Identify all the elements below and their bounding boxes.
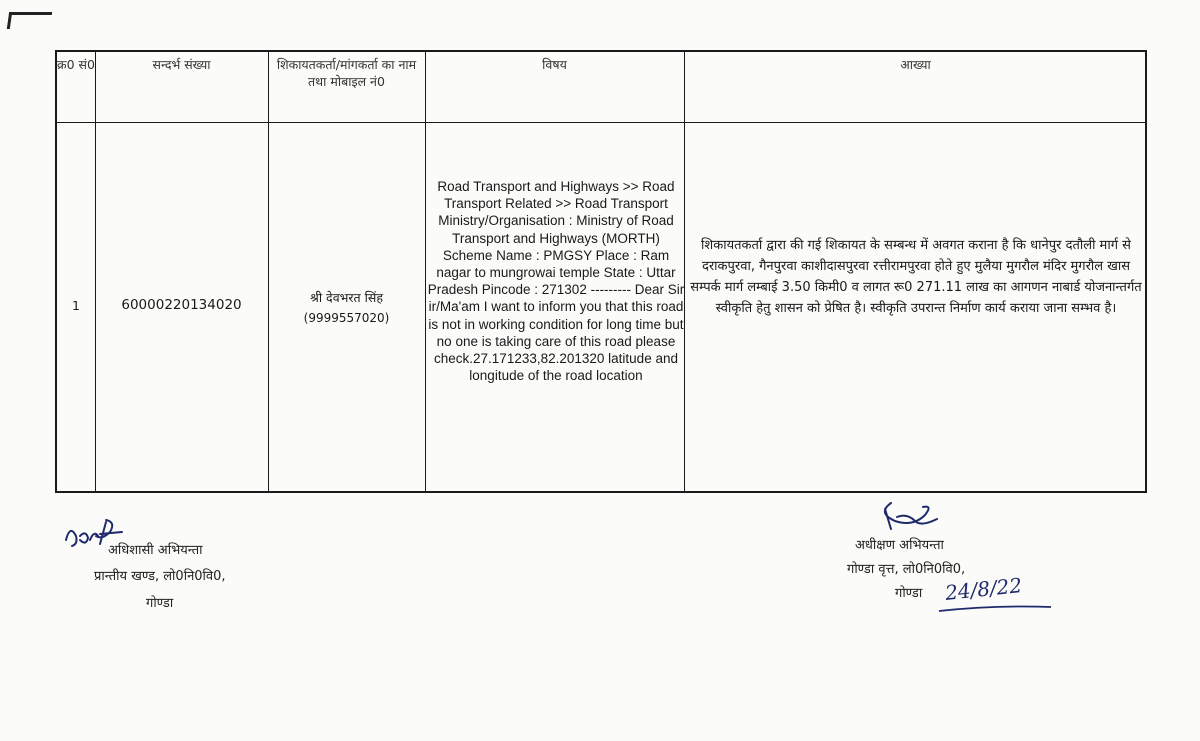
row-serial: 1: [72, 298, 80, 313]
signature-left-title: अधिशासी अभियन्ता: [108, 543, 203, 558]
date-underline: [935, 603, 1055, 615]
signature-left-office: प्रान्तीय खण्ड, लो0नि0वि0,: [94, 569, 226, 584]
column-divider: [268, 52, 269, 491]
header-remark: आख्या: [900, 57, 931, 72]
row-complainant-mobile: (9999557020): [303, 311, 390, 325]
handwritten-signature: [867, 495, 957, 535]
row-reference: 60000220134020: [121, 297, 242, 313]
signature-right-city: गोण्डा: [895, 586, 923, 601]
signature-left-city: गोण्डा: [146, 596, 174, 611]
header-reference: सन्दर्भ संख्या: [152, 57, 211, 72]
row-subject: Road Transport and Highways >> Road Transport Related >> Road Transport Ministry/Organisation : Ministry of Road Transport and Highways (MORTH) Scheme Name : PMGSY Place : Ram nagar to mungrowai temple State : Uttar Pradesh Pincode : 271302 --------- Dear Sir ir/Ma'am I want to inform you that this road is not in working condition for long time but no one is taking care of this road please check.27.171233,82.201320 latitude and longitude of the road location: [427, 179, 685, 384]
row-remark: शिकायतकर्ता द्वारा की गई शिकायत के सम्बन्ध में अवगत कराना है कि धानेपुर दतौली मार्ग से दराकपुरवा, गैनपुरवा काशीदासपुरवा रत्तीरामपुरवा होते हुए मुलैया मुगरौल मंदिर मुगरौल खास सम्पर्क मार्ग लम्बाई 3.50 किमी0 व लागत रू0 271.11 लाख का आगणन नाबार्ड योजनान्तर्गत स्वीकृति हेतु शासन को प्रेषित है। स्वीकृति उपरान्त निर्माण कार्य कराया जाना सम्भव है।: [690, 238, 1142, 316]
header-divider: [57, 122, 1145, 123]
header-complainant: शिकायतकर्ता/मांगकर्ता का नाम तथा मोबाइल नं0: [276, 57, 417, 89]
header-serial: क्र0 सं0: [57, 57, 95, 72]
signature-right-office: गोण्डा वृत्त, लो0नि0वि0,: [847, 562, 966, 577]
handwritten-date: 24/8/22: [943, 573, 1024, 605]
column-divider: [425, 52, 426, 491]
row-complainant-name: श्री देवभरत सिंह: [310, 290, 383, 305]
signature-right-title: अधीक्षण अभियन्ता: [855, 538, 944, 553]
header-subject: विषय: [542, 57, 567, 72]
scan-corner-mark: [7, 12, 52, 29]
complaint-table: [55, 50, 1147, 493]
column-divider: [95, 52, 96, 491]
